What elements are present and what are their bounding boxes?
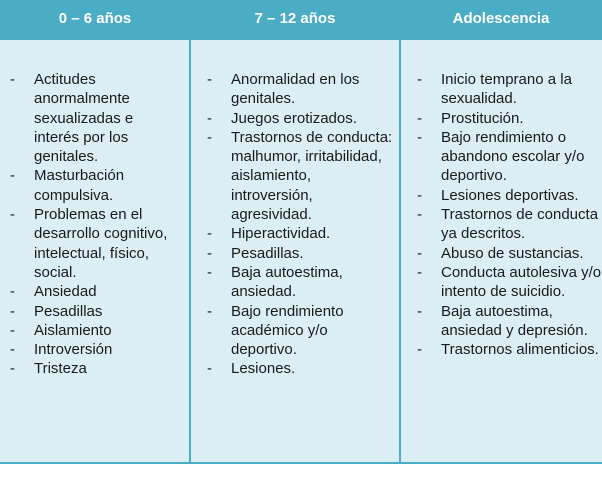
list-item: - Bajo rendimiento académico y/o deportivo.: [207, 302, 395, 360]
list-item: - Juegos erotizados.: [207, 109, 395, 128]
header-cell-adolescencia: Adolescencia: [452, 10, 550, 27]
column-7-12-list: [207, 70, 395, 379]
column-divider: [189, 40, 191, 464]
column-divider: [399, 40, 401, 464]
list-item: - Trastornos de conducta ya descritos.: [417, 205, 602, 244]
list-item: - Lesiones.: [207, 359, 395, 378]
list-item: - Tristeza: [10, 359, 178, 378]
list-item: - Baja autoestima, ansiedad y depresión.: [417, 302, 602, 341]
list-item: - Pesadillas.: [207, 244, 395, 263]
list-item: - Introversión: [10, 340, 178, 359]
list-item: - Aislamiento: [10, 321, 178, 340]
list-item: - Trastornos alimenticios.: [417, 340, 602, 359]
list-item: - Trastornos de conducta: malhumor, irritabilidad, aislamiento, introversión, agresividad.: [207, 128, 395, 224]
list-item: - Prostitución.: [417, 109, 602, 128]
list-item: - Baja autoestima, ansiedad.: [207, 263, 395, 302]
list-item: - Masturbación compulsiva.: [10, 166, 178, 205]
list-item: - Hiperactividad.: [207, 224, 395, 243]
list-item: - Conducta autolesiva y/o intento de suicidio.: [417, 263, 602, 302]
column-0-6-list: [10, 70, 178, 379]
list-item: - Lesiones deportivas.: [417, 186, 602, 205]
table-header-row: [0, 0, 602, 40]
list-item: - Inicio temprano a la sexualidad.: [417, 70, 602, 109]
table-bottom-border: [0, 462, 602, 464]
list-item: - Pesadillas: [10, 302, 178, 321]
list-item: - Actitudes anormalmente sexualizadas e interés por los genitales.: [10, 70, 178, 166]
header-cell-7-12: 7 – 12 años: [254, 10, 336, 27]
header-cell-0-6: 0 – 6 años: [58, 10, 132, 27]
list-item: - Anormalidad en los genitales.: [207, 70, 395, 109]
list-item: - Bajo rendimiento o abandono escolar y/o deportivo.: [417, 128, 602, 186]
list-item: - Problemas en el desarrollo cognitivo, intelectual, físico, social.: [10, 205, 178, 282]
list-item: - Ansiedad: [10, 282, 178, 301]
column-adolescencia-list: [417, 70, 602, 359]
list-item: - Abuso de sustancias.: [417, 244, 602, 263]
